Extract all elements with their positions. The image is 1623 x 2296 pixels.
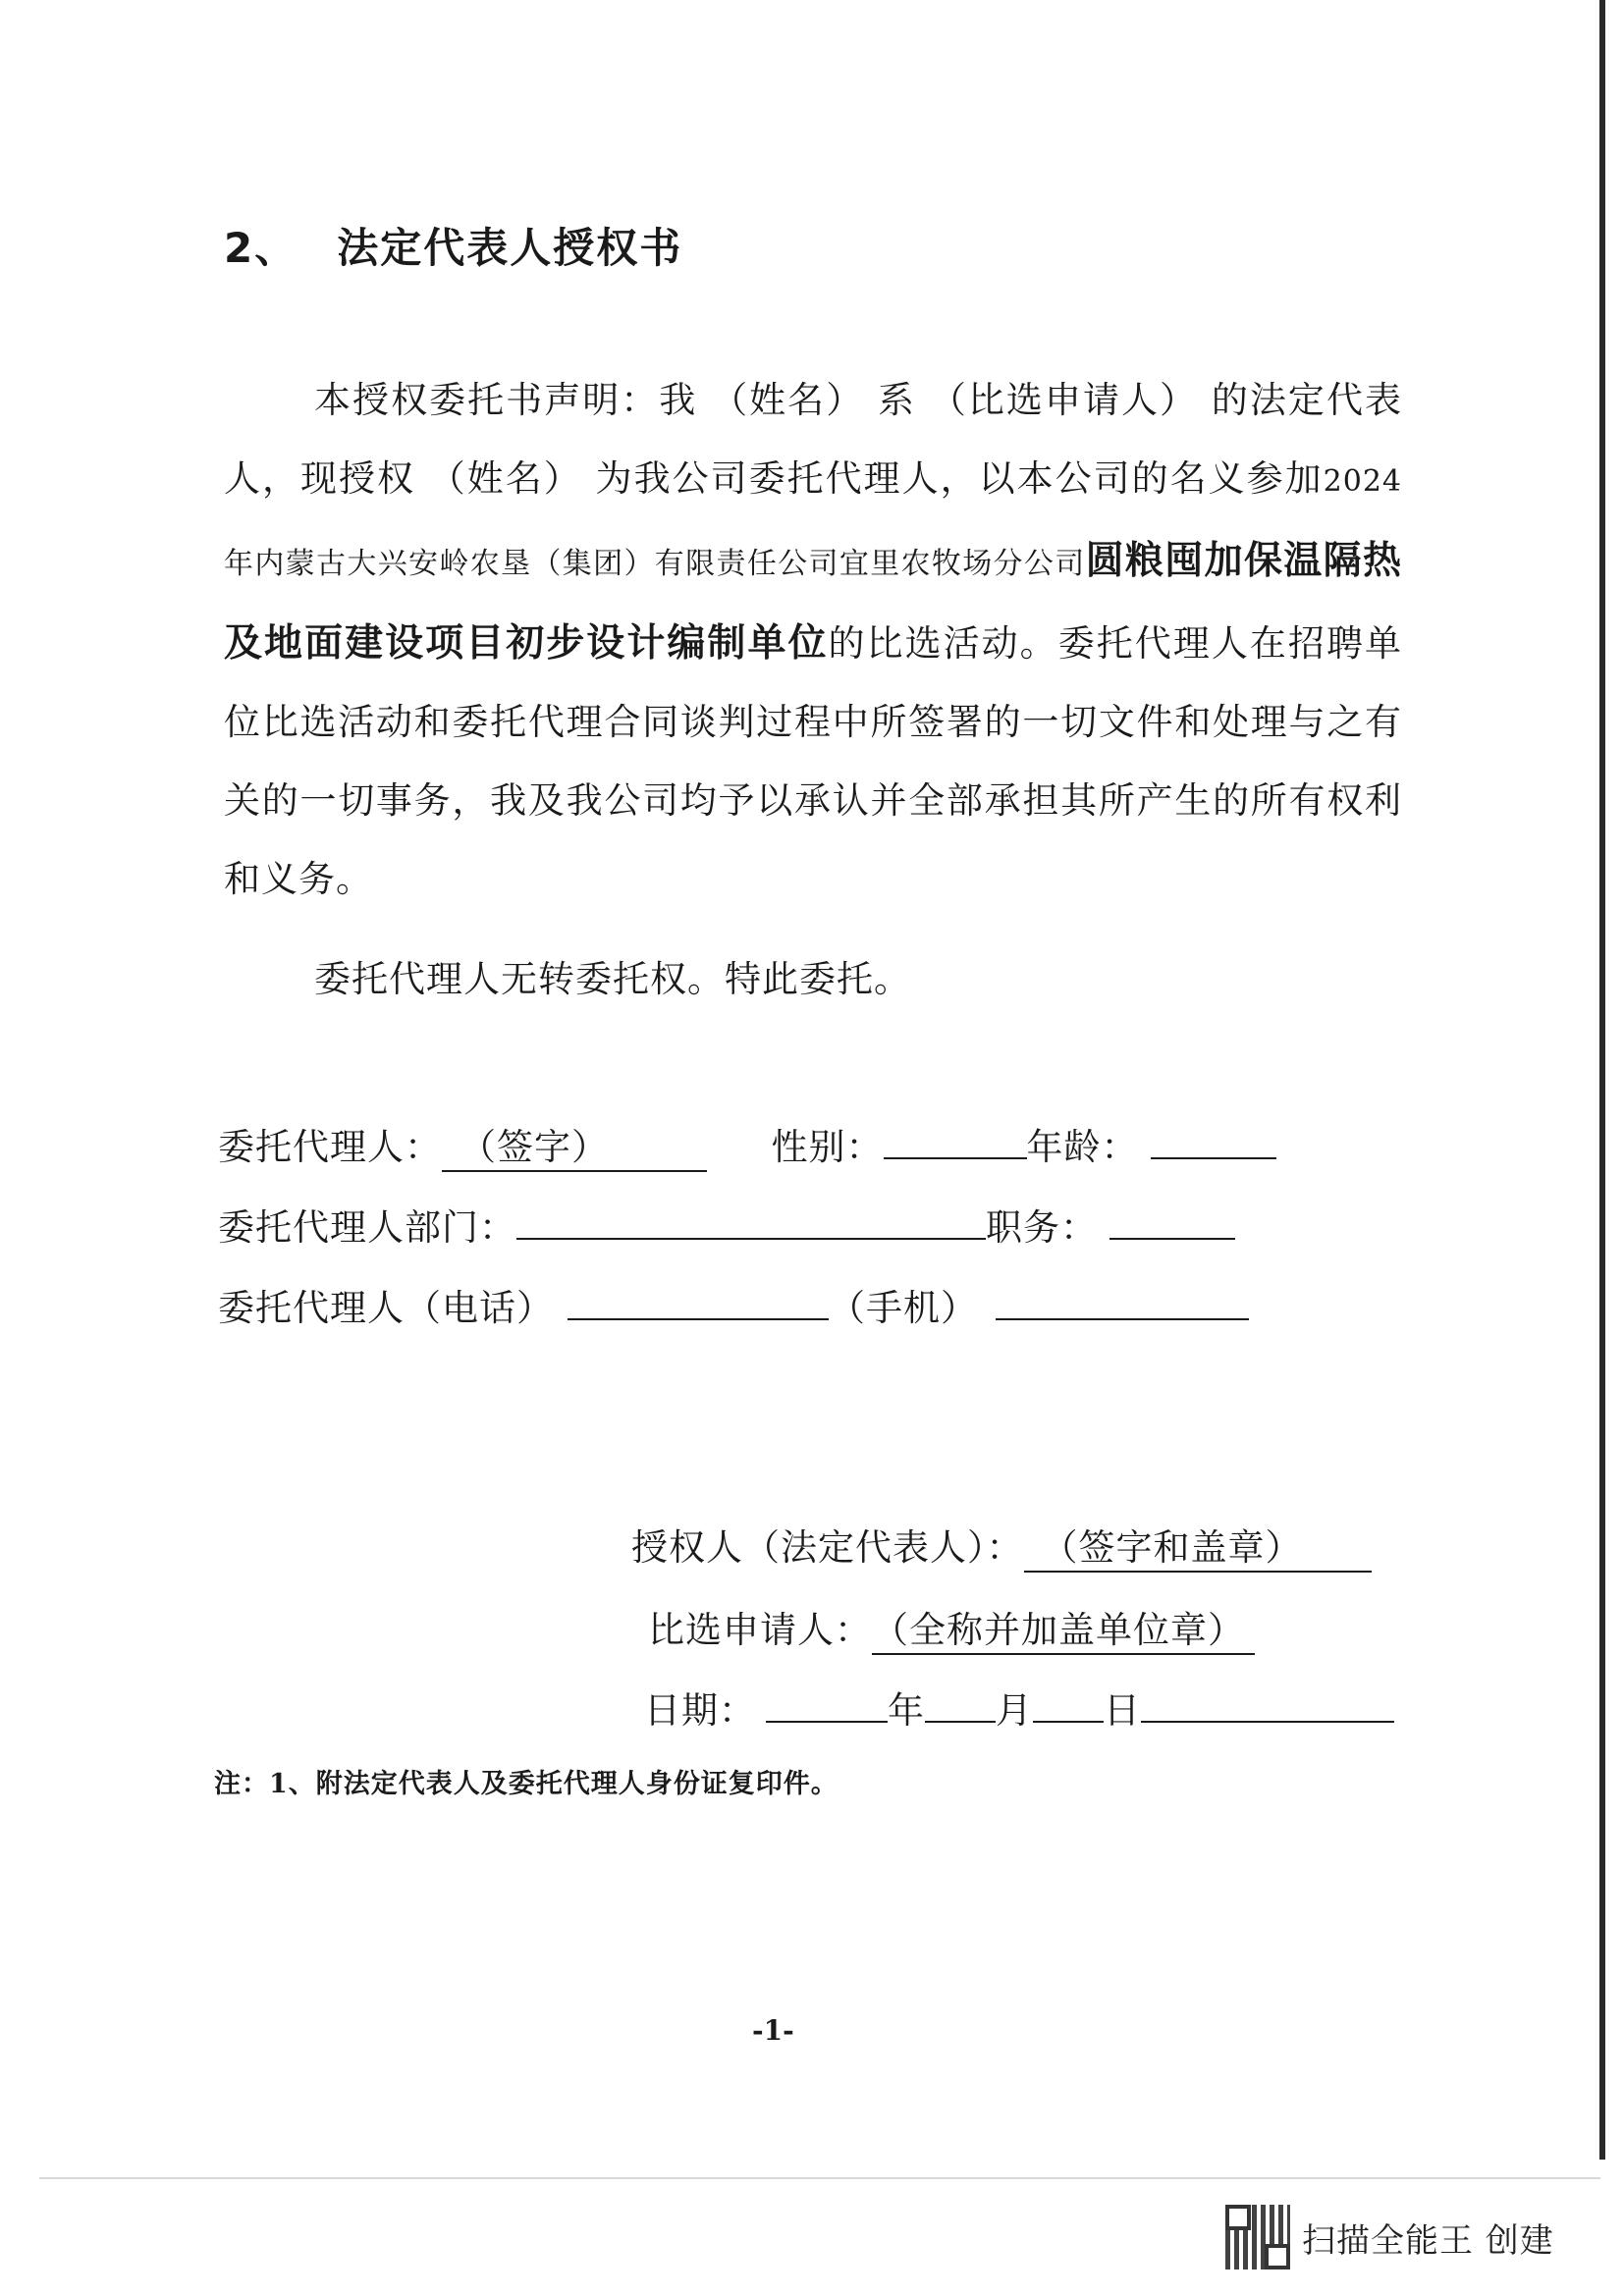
department-label: 委托代理人部门： bbox=[218, 1206, 516, 1249]
section-number: 2、 bbox=[224, 224, 298, 272]
position-field[interactable] bbox=[1109, 1202, 1235, 1240]
qr-code-icon bbox=[1225, 2205, 1290, 2269]
mobile-field[interactable] bbox=[996, 1283, 1249, 1320]
scan-edge-bottom bbox=[39, 2177, 1600, 2179]
mobile-label: （手机） bbox=[829, 1287, 978, 1329]
applicant-label: 比选申请人： bbox=[648, 1609, 872, 1651]
project-name: 圆粮囤加保温隔热及地面建设项目初步设计编制单位 bbox=[224, 538, 1402, 666]
phone-label: 委托代理人（电话） bbox=[218, 1287, 554, 1329]
paragraph-text-1: 本授权委托书声明：我 （姓名） 系 （比选申请人） 的法定代表人，现授权 （姓名） 为我公司委托代理人，以本公司的名义参加 bbox=[224, 379, 1402, 500]
year-unit: 年 bbox=[888, 1689, 925, 1732]
no-subdelegation-text: 委托代理人无转委托权。特此委托。 bbox=[314, 958, 911, 1000]
department-row bbox=[218, 1198, 1235, 1251]
gender-field[interactable] bbox=[884, 1122, 1027, 1159]
company-name: 内蒙古大兴安岭农垦（集团）有限责任公司宜里农牧场分公司 bbox=[254, 547, 1086, 581]
year-text: 2024年 bbox=[224, 464, 1402, 581]
agent-signature-field[interactable]: （签字） bbox=[442, 1117, 707, 1172]
applicant-seal-field[interactable]: （全称并加盖单位章） bbox=[872, 1600, 1255, 1655]
authorizer-signature-field[interactable]: （签字和盖章） bbox=[1024, 1518, 1372, 1573]
phone-row bbox=[218, 1278, 1249, 1331]
agent-label: 委托代理人： bbox=[218, 1126, 442, 1168]
footnote: 注：1、附法定代表人及委托代理人身份证复印件。 bbox=[214, 1769, 839, 1799]
position-label: 职务： bbox=[986, 1206, 1098, 1249]
department-field[interactable] bbox=[516, 1202, 986, 1240]
paragraph-text-2: 的比选活动。委托代理人在招聘单位比选活动和委托代理合同谈判过程中所签署的一切文件和处理与之有关的一切事务，我及我公司均予以承认并全部承担其所产生的所有权利和义务。 bbox=[224, 622, 1402, 900]
authorization-paragraph bbox=[224, 361, 1402, 919]
date-month-field[interactable] bbox=[925, 1685, 996, 1723]
gender-label: 性别： bbox=[771, 1126, 884, 1168]
date-trailing-line bbox=[1141, 1685, 1394, 1723]
date-row bbox=[644, 1681, 1394, 1734]
page-number: -1- bbox=[752, 2014, 794, 2047]
date-day-field[interactable] bbox=[1033, 1685, 1104, 1723]
authorizer-row bbox=[631, 1518, 1372, 1573]
day-unit: 日 bbox=[1104, 1689, 1141, 1732]
scan-edge-shadow bbox=[1599, 0, 1605, 2160]
watermark-text: 扫描全能王 创建 bbox=[1302, 2220, 1554, 2261]
no-subdelegation-paragraph bbox=[224, 940, 1402, 1019]
month-unit: 月 bbox=[996, 1689, 1033, 1732]
applicant-row bbox=[648, 1600, 1255, 1655]
section-title: 法定代表人授权书 bbox=[337, 224, 683, 272]
age-field[interactable] bbox=[1151, 1122, 1276, 1159]
phone-field[interactable] bbox=[568, 1283, 829, 1320]
scanner-watermark bbox=[1225, 2203, 1554, 2271]
section-heading bbox=[224, 216, 682, 275]
age-label: 年龄： bbox=[1026, 1126, 1139, 1168]
date-label: 日期： bbox=[644, 1689, 756, 1732]
date-year-field[interactable] bbox=[766, 1685, 888, 1723]
agent-row bbox=[218, 1117, 1276, 1172]
authorizer-label: 授权人（法定代表人）： bbox=[631, 1526, 1024, 1569]
